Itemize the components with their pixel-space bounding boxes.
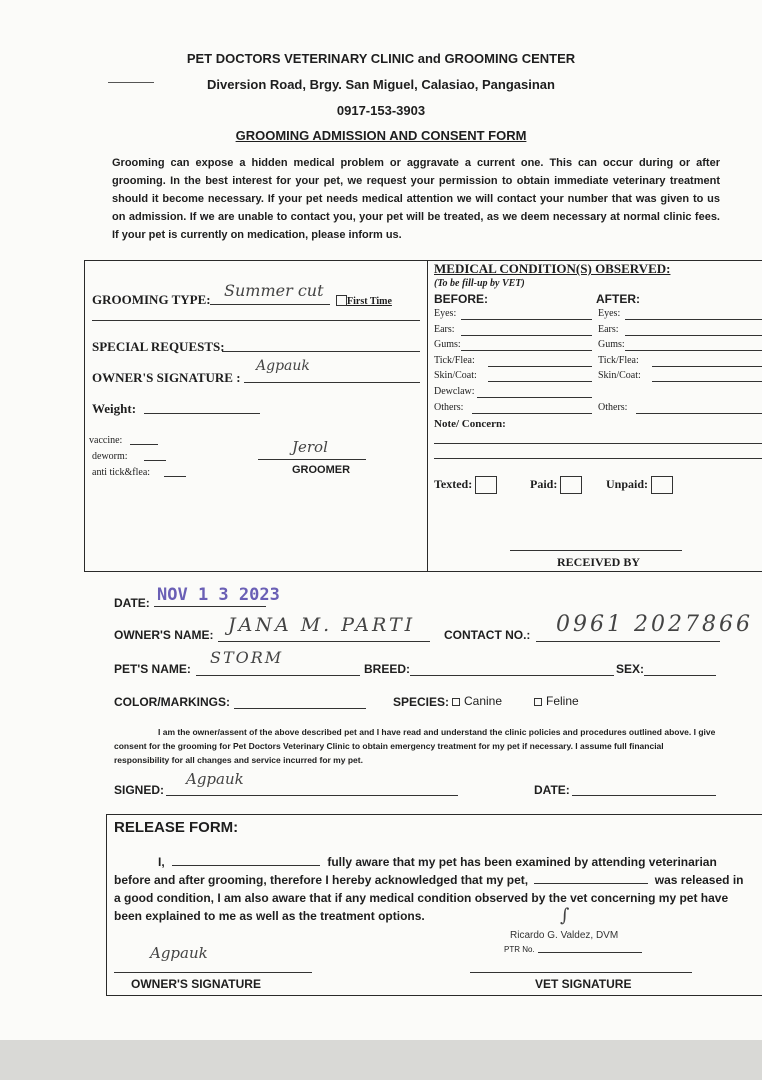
signed-label: SIGNED: bbox=[114, 783, 165, 797]
before-item-dewclaw: Dewclaw: bbox=[434, 386, 475, 397]
special-requests-line bbox=[222, 351, 420, 352]
signed-value[interactable]: Agpauk bbox=[186, 770, 244, 788]
consent-text: I am the owner/assent of the above described pet and I have read and understand the clinic policies and procedures outlined above. I give consent for the grooming for Pet Doctors Veterinary Clinic to obtain emergency treatment for my pet if necessary. I assume full financial responsibility for all changes and service incurred for my pet. bbox=[114, 727, 716, 765]
release-title: RELEASE FORM: bbox=[114, 819, 239, 836]
release-name-line[interactable] bbox=[172, 865, 320, 866]
contact-line bbox=[536, 641, 720, 642]
signed-date-label: DATE: bbox=[534, 783, 570, 797]
pet-name-value[interactable]: STORM bbox=[210, 648, 284, 667]
antitick-line bbox=[164, 476, 186, 477]
before-item-others: Others: bbox=[434, 401, 464, 413]
before-line-6[interactable] bbox=[472, 413, 592, 414]
release-owner-signature[interactable]: Agpauk bbox=[150, 944, 208, 962]
medical-title: MEDICAL CONDITION(S) OBSERVED: bbox=[434, 261, 671, 276]
release-line-4: been explained to me as well as the treatment options. bbox=[114, 909, 425, 923]
clinic-name: PET DOCTORS VETERINARY CLINIC and GROOMING CENTER bbox=[186, 51, 576, 66]
medical-box bbox=[427, 260, 762, 572]
ptr-label: PTR No. bbox=[504, 945, 535, 954]
breed-line bbox=[410, 675, 614, 676]
texted-group bbox=[434, 476, 497, 494]
note-label: Note/ Concern: bbox=[434, 418, 506, 430]
feline-label: Feline bbox=[546, 694, 579, 708]
deworm-label: deworm: bbox=[92, 451, 128, 462]
after-item-others: Others: bbox=[598, 401, 628, 413]
release-line-1 bbox=[114, 853, 762, 871]
release-pet-line[interactable] bbox=[534, 883, 648, 884]
before-item-gums: Gums: bbox=[434, 339, 461, 351]
after-line-3[interactable] bbox=[652, 366, 762, 367]
signed-date-line bbox=[572, 795, 716, 796]
before-line-3[interactable] bbox=[488, 366, 592, 367]
color-line bbox=[234, 708, 366, 709]
canine-option[interactable] bbox=[452, 694, 502, 708]
after-item-eyes: Eyes: bbox=[598, 308, 621, 319]
owner-signature-label: OWNER'S SIGNATURE : bbox=[92, 370, 241, 385]
owner-name-label: OWNER'S NAME: bbox=[114, 628, 214, 642]
vaccine-line bbox=[130, 444, 158, 445]
unpaid-group bbox=[606, 476, 673, 494]
owner-sig-line bbox=[114, 972, 312, 973]
release-line2-head: before and after grooming, therefore I hereby acknowledged that my pet, bbox=[114, 873, 529, 887]
paid-group bbox=[530, 476, 582, 494]
first-time-checkbox[interactable] bbox=[336, 295, 347, 306]
owner-signature-value[interactable]: Agpauk bbox=[256, 358, 310, 374]
weight-label: Weight: bbox=[92, 401, 137, 416]
release-line1-tail: fully aware that my pet has been examined by attending veterinarian bbox=[327, 855, 717, 869]
after-item-skincoat: Skin/Coat: bbox=[598, 370, 641, 382]
release-i: I, bbox=[158, 855, 165, 869]
received-by-label: RECEIVED BY bbox=[557, 555, 641, 569]
clinic-phone: 0917-153-3903 bbox=[336, 103, 426, 118]
pet-name-line bbox=[196, 675, 360, 676]
release-line2-tail: was released in bbox=[654, 873, 744, 887]
after-line-1[interactable] bbox=[625, 335, 762, 336]
before-line-2[interactable] bbox=[461, 350, 592, 351]
date-label: DATE: bbox=[114, 596, 150, 610]
texted-label: Texted: bbox=[434, 476, 473, 491]
species-label: SPECIES: bbox=[393, 695, 450, 709]
date-line bbox=[154, 606, 266, 607]
unpaid-checkbox[interactable] bbox=[651, 476, 673, 494]
release-line-3: a good condition, I am also aware that if any medical condition observed by the vet concerning my pet have bbox=[114, 891, 729, 905]
after-label: AFTER: bbox=[596, 292, 640, 306]
owner-name-line bbox=[218, 641, 430, 642]
owner-signature-line bbox=[244, 382, 420, 383]
after-line-2[interactable] bbox=[625, 350, 762, 351]
before-label: BEFORE: bbox=[434, 292, 488, 306]
grooming-type-label: GROOMING TYPE: bbox=[92, 292, 211, 307]
vet-sig-label: VET SIGNATURE bbox=[535, 977, 632, 991]
groomer-label: GROOMER bbox=[292, 464, 351, 476]
owner-name-value[interactable]: JANA M. PARTI bbox=[228, 614, 416, 636]
before-item-eyes: Eyes: bbox=[434, 308, 457, 319]
deworm-line bbox=[144, 460, 166, 461]
consent-paragraph bbox=[114, 725, 720, 767]
feline-option[interactable] bbox=[534, 694, 579, 708]
note-line-2 bbox=[434, 458, 762, 459]
medical-subtitle: (To be fill-up by VET) bbox=[434, 278, 525, 289]
antitick-label: anti tick&flea: bbox=[92, 467, 151, 478]
contact-label: CONTACT NO.: bbox=[444, 628, 531, 642]
groomer-line bbox=[258, 459, 366, 460]
pet-name-label: PET'S NAME: bbox=[114, 662, 191, 676]
received-by-line bbox=[510, 550, 682, 551]
vet-name: Ricardo G. Valdez, DVM bbox=[510, 930, 619, 941]
first-time-label: First Time bbox=[347, 296, 392, 307]
after-line-5[interactable] bbox=[636, 413, 762, 414]
color-label: COLOR/MARKINGS: bbox=[114, 695, 230, 709]
owner-sig-label: OWNER'S SIGNATURE bbox=[131, 977, 261, 991]
date-stamp: NOV 1 3 2023 bbox=[157, 585, 280, 605]
vet-initial-signature: ∫ bbox=[560, 905, 570, 926]
texted-checkbox[interactable] bbox=[475, 476, 497, 494]
special-requests-label: SPECIAL REQUESTS: bbox=[92, 339, 225, 354]
after-line-4[interactable] bbox=[652, 381, 762, 382]
after-item-gums: Gums: bbox=[598, 339, 625, 351]
before-item-skincoat: Skin/Coat: bbox=[434, 370, 477, 382]
ptr-line bbox=[538, 952, 642, 953]
before-line-5[interactable] bbox=[477, 397, 592, 398]
paid-label: Paid: bbox=[530, 476, 558, 491]
grooming-type-value[interactable]: Summer cut bbox=[224, 281, 324, 300]
intro-paragraph: Grooming can expose a hidden medical problem or aggravate a current one. This can occur during or after grooming. In the best interest for your pet, we request your permission to obtain immediate veterinary treatment should it become necessary. If your pet needs medical attention we will contact your number that was given to us on admission. If we are unable to contact you, your pet will be treated, as we deem necessary at normal clinic fees. If your pet is currently on medication, please inform us. bbox=[112, 157, 720, 241]
unpaid-label: Unpaid: bbox=[606, 476, 649, 491]
before-line-1[interactable] bbox=[461, 335, 592, 336]
after-line-0[interactable] bbox=[625, 319, 762, 320]
grooming-type-line-2 bbox=[92, 320, 420, 321]
note-line-1 bbox=[434, 443, 762, 444]
clinic-address: Diversion Road, Brgy. San Miguel, Calasiao, Pangasinan bbox=[207, 77, 555, 92]
paid-checkbox[interactable] bbox=[560, 476, 582, 494]
form-title: GROOMING ADMISSION AND CONSENT FORM bbox=[235, 128, 527, 143]
before-item-tickflea: Tick/Flea: bbox=[434, 354, 475, 366]
before-item-ears: Ears: bbox=[434, 323, 455, 335]
signed-line bbox=[166, 795, 458, 796]
feline-checkbox[interactable] bbox=[534, 698, 542, 706]
canine-label: Canine bbox=[464, 694, 503, 708]
canine-checkbox[interactable] bbox=[452, 698, 460, 706]
vet-sig-line bbox=[470, 972, 692, 973]
contact-value[interactable]: 0961 2027866 bbox=[556, 612, 753, 637]
before-line-0[interactable] bbox=[461, 319, 592, 320]
breed-label: BREED: bbox=[364, 662, 411, 676]
weight-line bbox=[144, 413, 260, 414]
vaccine-label: vaccine: bbox=[89, 435, 123, 446]
after-item-ears: Ears: bbox=[598, 323, 619, 335]
sex-line bbox=[644, 675, 716, 676]
sex-label: SEX: bbox=[616, 662, 645, 676]
after-item-tickflea: Tick/Flea: bbox=[598, 354, 639, 366]
before-line-4[interactable] bbox=[488, 381, 592, 382]
grooming-type-line bbox=[210, 304, 330, 305]
release-line-2 bbox=[114, 871, 762, 889]
groomer-signature[interactable]: Jerol bbox=[292, 438, 328, 456]
